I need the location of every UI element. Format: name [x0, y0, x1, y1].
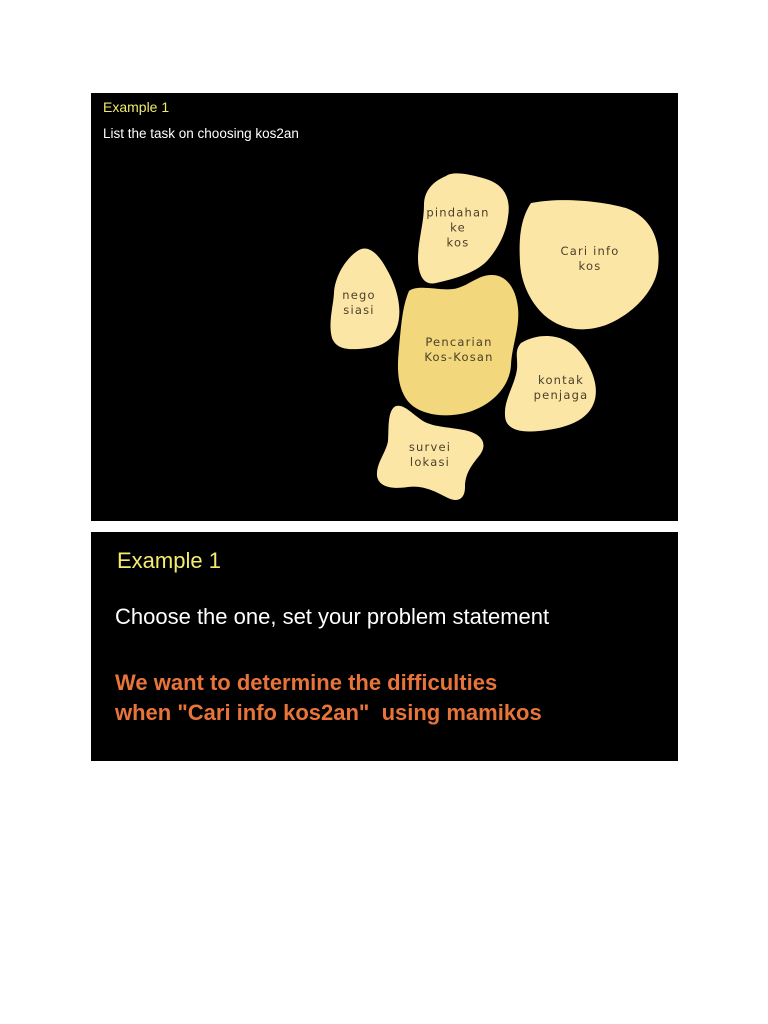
- task-label-cari-info: Cari info kos: [560, 244, 620, 273]
- slide1-heading: Example 1: [103, 99, 170, 115]
- problem-statement: [115, 668, 675, 728]
- task-label-survei: survei lokasi: [408, 440, 452, 469]
- slide-problem-statement: [91, 532, 678, 761]
- slide-task-list: [91, 93, 678, 521]
- slide1-subheading: List the task on choosing kos2an: [103, 126, 299, 141]
- blob-diagram: [91, 93, 678, 521]
- slide2-statement: Choose the one, set your problem statement: [115, 604, 550, 629]
- task-label-kontak: kontak penjaga: [533, 373, 589, 402]
- task-label-pindahan: pindahan ke kos: [426, 205, 490, 250]
- center-topic-label: Pencarian Kos-Kosan: [424, 335, 494, 364]
- problem-line-2: when "Cari info kos2an" using mamikos: [115, 700, 542, 725]
- task-label-nego: nego siasi: [342, 288, 376, 317]
- problem-line-1: We want to determine the difficulties: [115, 670, 498, 695]
- slide2-heading: Example 1: [117, 548, 221, 573]
